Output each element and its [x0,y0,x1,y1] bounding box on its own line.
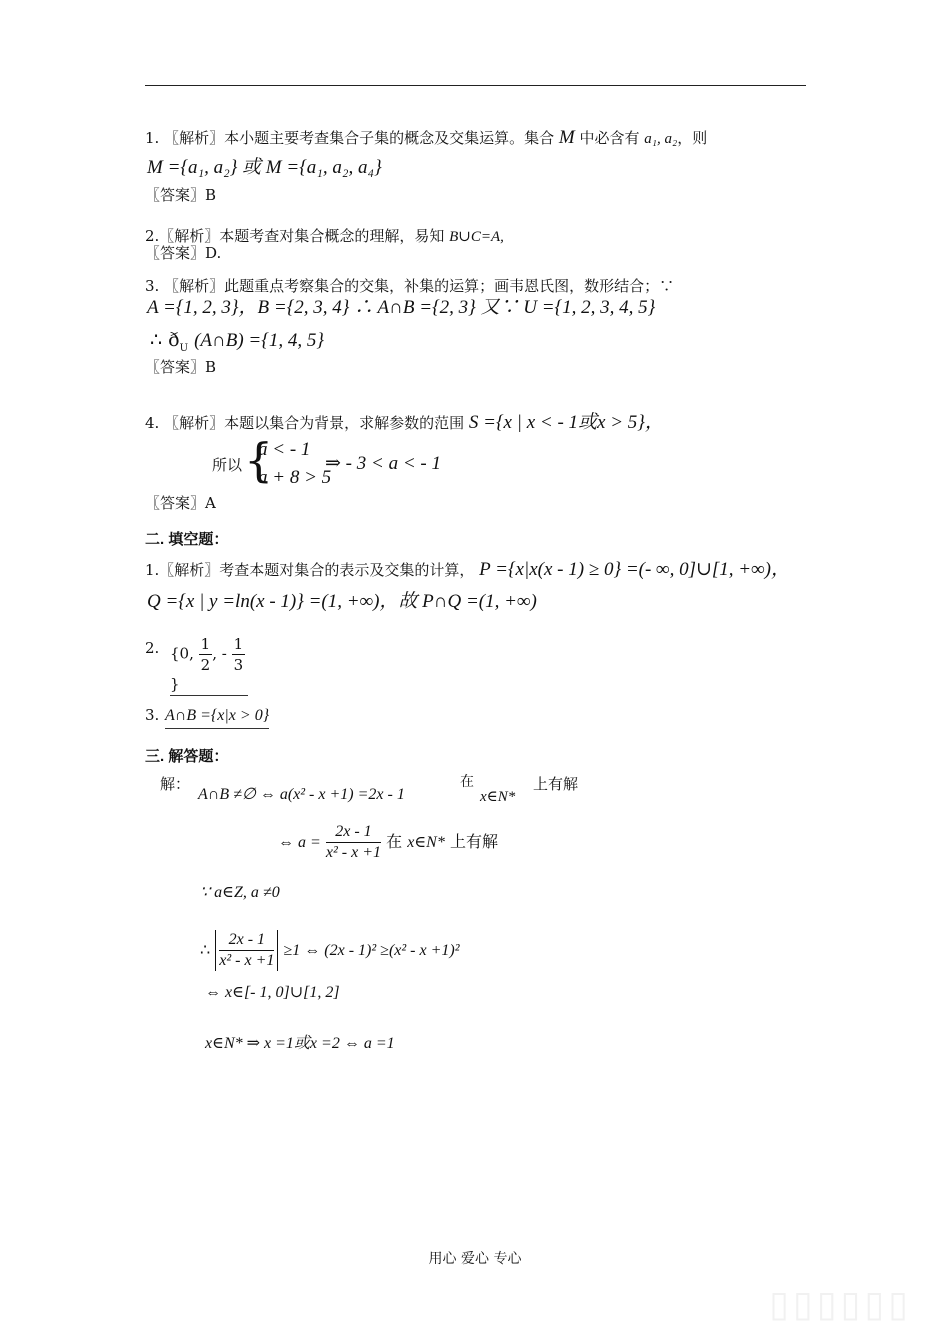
fill2-answer: {0, $\frac{1}{2}$ , - $\frac{1}{3}$ } [170,634,248,696]
fill3-answer: A∩B ={x|x > 0} [165,706,269,729]
q3-answer: 〖答案〗B [145,358,217,376]
q1-answer: 〖答案〗B [145,186,217,204]
solution-line4-fraction: $\frac{2x - 1}{\text{x² - x +1}}$ [219,931,275,969]
fraction-third: $\frac{1}{3}$ [233,635,244,674]
system-brace: { [244,433,274,487]
q3-complement: ∴ $ð_U$ (A∩B) ={1, 4, 5} [150,329,324,354]
jie-label: 解： [160,775,191,793]
q4-system-line1: a < - 1 [258,439,311,460]
solution-line4: ∴ $\frac{2x - 1}{\text{x² - x +1}}$ ≥1 ⇔ (2x - 1)² ≥(x² - x +1)² [200,931,460,969]
header-rule [145,85,806,86]
q2-analysis: 2.〖解析〗本题考查对集合概念的理解，易知 B∪C=A, [145,227,504,245]
solution-line5: ⇔ x∈[- 1, 0]∪[1, 2] [205,984,340,1001]
fill2-label: 2. [145,639,160,657]
solution-line1: A∩B ≠∅ ⇔ a(x² - x +1) =2x - 1 [198,786,405,803]
q4-result: ⇒ - 3 < a < - 1 [325,453,441,474]
solution-line6: x∈N* ⇒ x =1或x =2 ⇔ a =1 [205,1035,395,1052]
q2-answer: 〖答案〗D. [145,244,222,262]
section3-heading: 三. 解答题： [145,748,229,765]
q4-system-line2: a + 8 > 5 [258,467,332,488]
q4-answer: 〖答案〗A [145,494,216,512]
q3-analysis: 3. 〖解析〗此题重点考察集合的交集，补集的运算；画韦恩氏图，数形结合；∵ [145,277,675,295]
q4-suoyi: 所以 [212,456,243,474]
solution-line3: ∵ a∈Z, a ≠0 [200,884,280,901]
fill3-label: 3. [145,706,160,724]
absolute-value [215,930,278,971]
page-footer: 用心 爱心 专心 [428,1251,522,1267]
solution-line1-tail: 上有解 [533,775,579,793]
q1-analysis: 1. 〖解析〗本小题主要考查集合子集的概念及交集运算。集合 M 中必含有 a₁, a₂，则 [145,127,708,148]
solution-line2: ⇔ a = $\frac{2x - 1}{\text{x² - x +1}}$ 在 x∈N* 上有解 [278,823,498,861]
solution-line1-cond: x∈N* [480,789,516,805]
solution-line2-fraction: $\frac{2x - 1}{\text{x² - x +1}}$ [325,823,382,861]
section2-heading: 二. 填空题： [145,531,229,548]
q4-analysis: 4. 〖解析〗本题以集合为背景，求解参数的范围 S ={x | x < - 1或x > 5}， [145,412,664,433]
q3-formula: A ={1, 2, 3}，B ={2, 3, 4} ∴ A∩B ={2, 3} 又∵ U ={1, 2, 3, 4, 5} [147,297,656,318]
q1-formula: M ={a₁, a₂} 或 M ={a₁, a₂, a₄} [147,157,382,178]
fraction-half: $\frac{1}{2}$ [200,635,211,674]
fill1-formula: Q ={x | y =ln(x - 1)} =(1, +∞)，故 P∩Q =(1, +∞) [147,591,537,612]
solution-line1-zai: 在 [460,774,474,790]
watermark: ▯▯▯▯▯▯ [769,1284,912,1325]
fill1-analysis: 1.〖解析〗考查本题对集合的表示及交集的计算， P ={x|x(x - 1) ≥ 0} =(- ∞, 0]∪[1, +∞)， [145,559,790,580]
